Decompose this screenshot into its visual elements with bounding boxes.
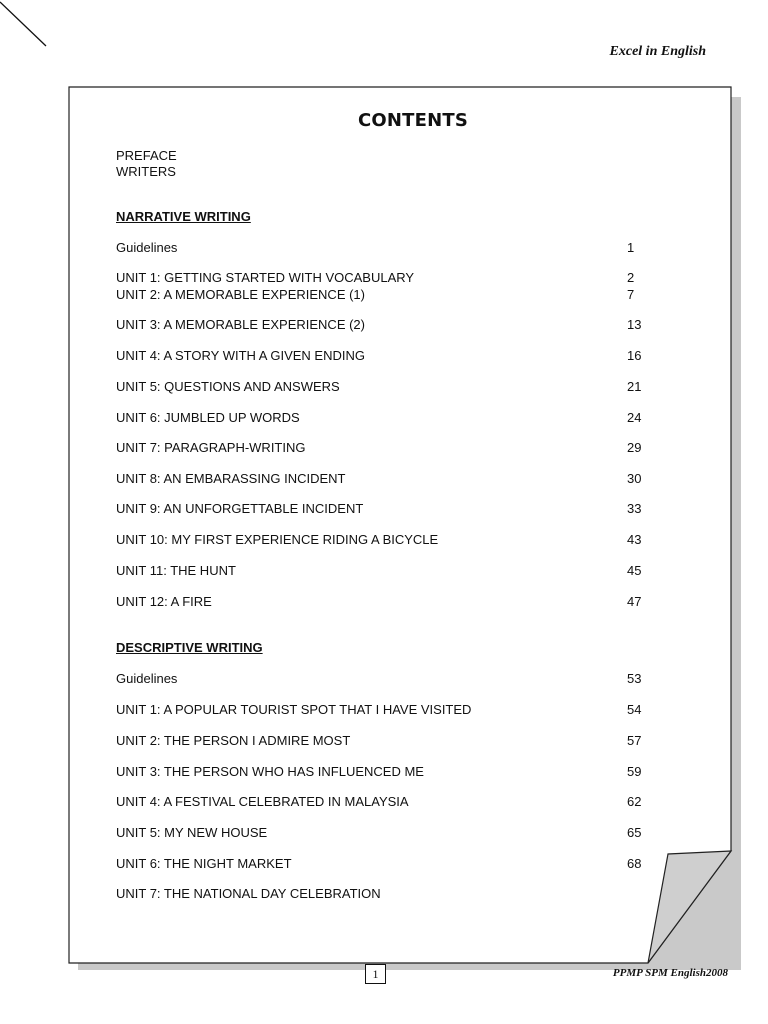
front-matter-preface: PREFACE [116, 148, 177, 163]
toc-entry-page: 2 [627, 270, 635, 285]
front-matter-writers: WRITERS [116, 164, 176, 179]
contents-title: CONTENTS [357, 110, 469, 131]
toc-entry-label: UNIT 6: JUMBLED UP WORDS [116, 410, 300, 425]
toc-entry-label: UNIT 11: THE HUNT [116, 563, 236, 578]
toc-entry-page: 21 [627, 379, 642, 394]
toc-entry-page: 33 [627, 501, 642, 516]
toc-entry-page: 54 [627, 702, 642, 717]
toc-entry-label: Guidelines [116, 240, 178, 255]
toc-entry-page: 29 [627, 440, 642, 455]
toc-entry-label: UNIT 3: THE PERSON WHO HAS INFLUENCED ME [116, 764, 424, 779]
toc-entry-label: UNIT 4: A FESTIVAL CELEBRATED IN MALAYSIA [116, 794, 409, 809]
toc-entry-page: 57 [627, 733, 642, 748]
toc-entry-label: UNIT 7: THE NATIONAL DAY CELEBRATION [116, 886, 381, 901]
toc-entry-label: UNIT 4: A STORY WITH A GIVEN ENDING [116, 348, 365, 363]
section-heading-narrative: NARRATIVE WRITING [116, 209, 251, 224]
toc-entry-label: UNIT 10: MY FIRST EXPERIENCE RIDING A BICYCLE [116, 532, 439, 547]
toc-entry-label: UNIT 7: PARAGRAPH-WRITING [116, 440, 306, 455]
toc-entry-label: Guidelines [116, 671, 178, 686]
toc-entry-page: 30 [627, 471, 642, 486]
page-number: 1 [365, 964, 386, 984]
toc-entry-label: UNIT 9: AN UNFORGETTABLE INCIDENT [116, 501, 364, 516]
toc-entry-page: 7 [627, 287, 635, 302]
toc-entry-label: UNIT 12: A FIRE [116, 594, 212, 609]
toc-entry-page: 13 [627, 317, 642, 332]
toc-entry-page: 45 [627, 563, 642, 578]
toc-entry-label: UNIT 3: A MEMORABLE EXPERIENCE (2) [116, 317, 365, 332]
toc-entry-page: 24 [627, 410, 642, 425]
toc-entry-page: 1 [627, 240, 635, 255]
toc-entry-label: UNIT 5: MY NEW HOUSE [116, 825, 268, 840]
toc-entry-page: 68 [627, 856, 642, 871]
toc-entry-page: 59 [627, 764, 642, 779]
toc-entry-page: 65 [627, 825, 642, 840]
toc-entry-page: 62 [627, 794, 642, 809]
toc-entry-label: UNIT 1: GETTING STARTED WITH VOCABULARY [116, 270, 415, 285]
toc-entry-label: UNIT 6: THE NIGHT MARKET [116, 856, 292, 871]
running-header-title: Excel in English [609, 44, 706, 59]
section-heading-descriptive: DESCRIPTIVE WRITING [116, 640, 263, 655]
toc-entry-page: 53 [627, 671, 642, 686]
toc-entry-page: 43 [627, 532, 642, 547]
toc-entry-page: 16 [627, 348, 642, 363]
toc-entry-label: UNIT 1: A POPULAR TOURIST SPOT THAT I HAVE VISITED [116, 702, 472, 717]
footer-publisher: PPMP SPM English2008 [612, 967, 728, 979]
toc-entry-label: UNIT 2: THE PERSON I ADMIRE MOST [116, 733, 351, 748]
toc-entry-label: UNIT 2: A MEMORABLE EXPERIENCE (1) [116, 287, 365, 302]
toc-entry-page: 47 [627, 594, 642, 609]
toc-entry-label: UNIT 8: AN EMBARASSING INCIDENT [116, 471, 346, 486]
toc-entry-label: UNIT 5: QUESTIONS AND ANSWERS [116, 379, 340, 394]
